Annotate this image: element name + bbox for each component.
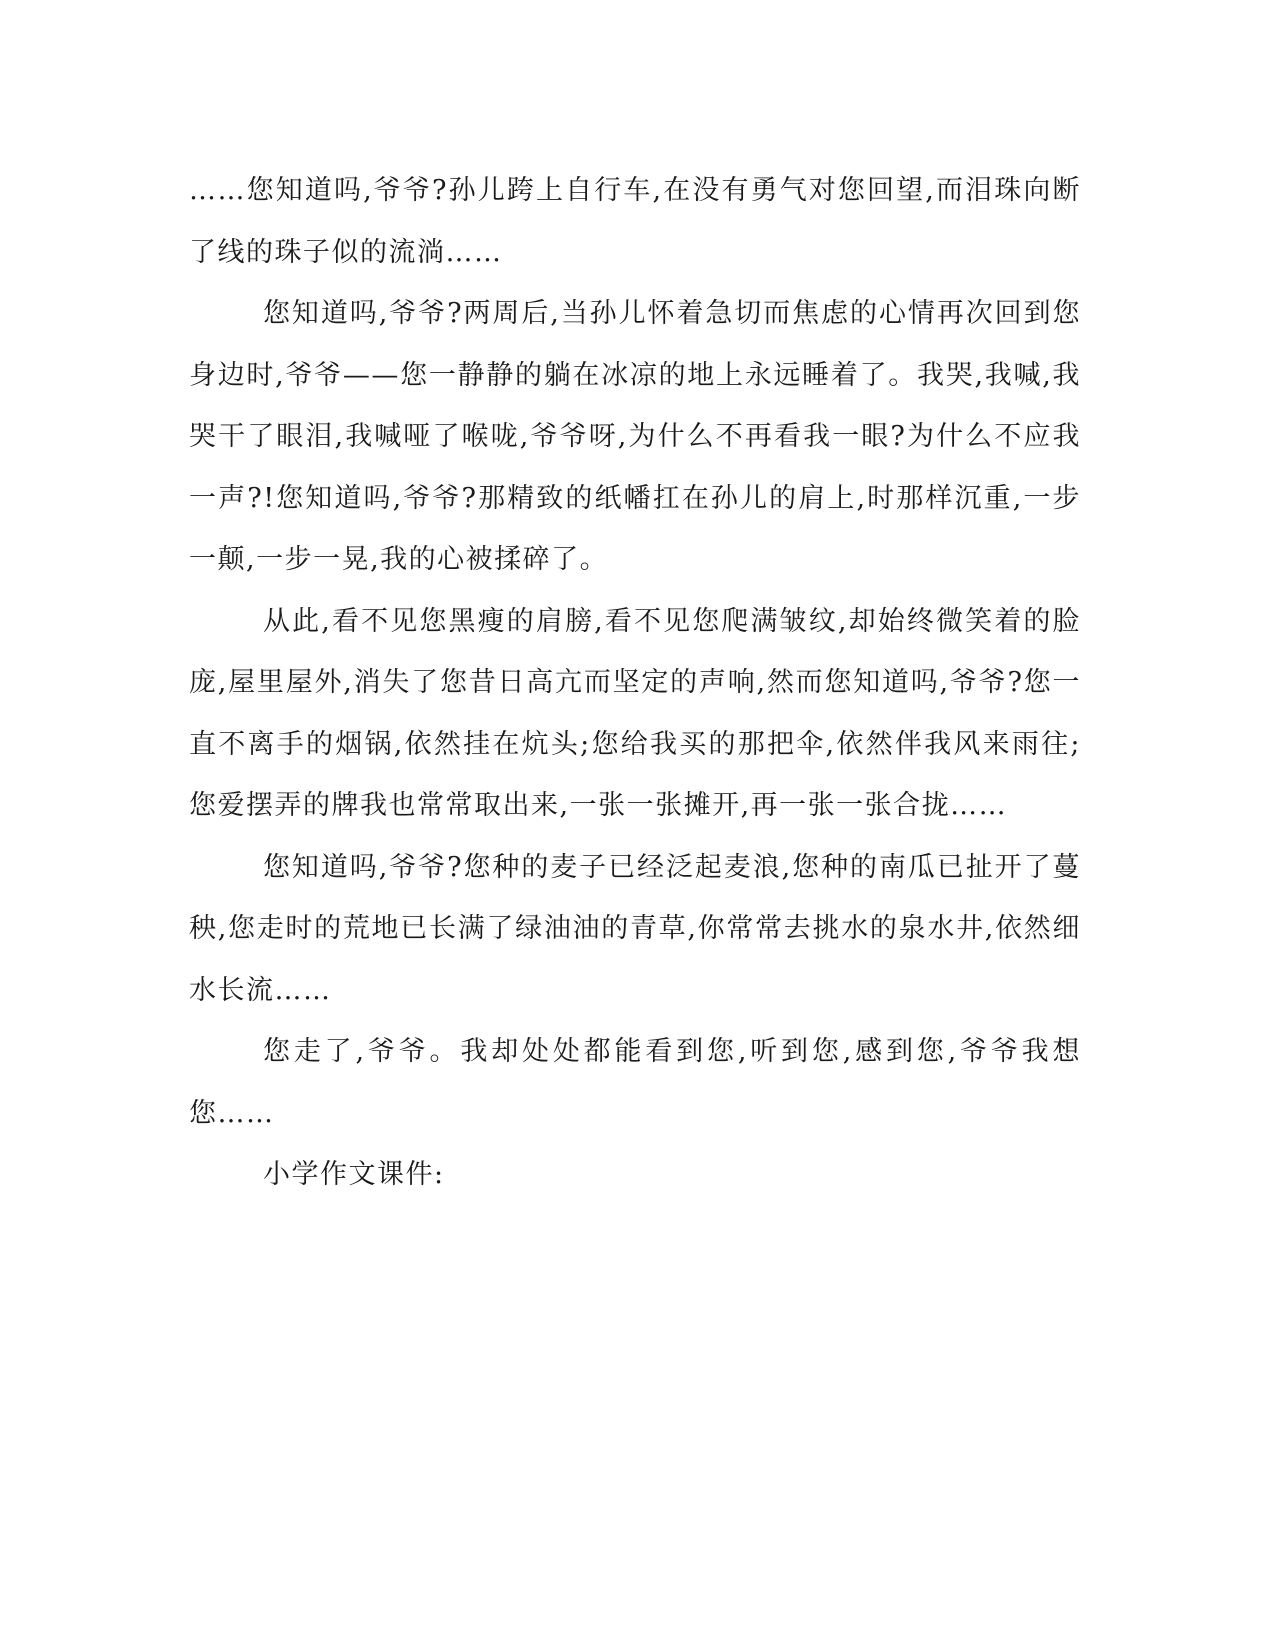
paragraph-3: 从此,看不见您黑瘦的肩膀,看不见您爬满皱纹,却始终微笑着的脸庞,屋里屋外,消失了您昔日高亢而坚定的声响,然而您知道吗,爷爷?您一直不离手的烟锅,依然挂在炕头;您给我买的那把伞,依然伴我风来雨往;您爱摆弄的牌我也常常取出来,一张一张摊开,再一张一张合拢…… bbox=[189, 605, 1081, 821]
paragraph-4: 您知道吗,爷爷?您种的麦子已经泛起麦浪,您种的南瓜已扯开了蔓秧,您走时的荒地已长满了绿油油的青草,你常常去挑水的泉水井,依然细水长流…… bbox=[189, 851, 1081, 1006]
paragraph-5: 您走了,爷爷。我却处处都能看到您,听到您,感到您,爷爷我想您…… bbox=[189, 1036, 1081, 1129]
paragraph-6: 小学作文课件: bbox=[263, 1159, 445, 1190]
document-body bbox=[189, 160, 1081, 1206]
paragraph-2: 您知道吗,爷爷?两周后,当孙儿怀着急切而焦虑的心情再次回到您身边时,爷爷——您一静静的躺在冰凉的地上永远睡着了。我哭,我喊,我哭干了眼泪,我喊哑了喉咙,爷爷呀,为什么不再看我一眼?为什么不应我一声?!您知道吗,爷爷?那精致的纸幡扛在孙儿的肩上,时那样沉重,一步一颠,一步一晃,我的心被揉碎了。 bbox=[189, 298, 1081, 575]
paragraph-1: ……您知道吗,爷爷?孙儿跨上自行车,在没有勇气对您回望,而泪珠向断了线的珠子似的流淌…… bbox=[189, 175, 1081, 268]
